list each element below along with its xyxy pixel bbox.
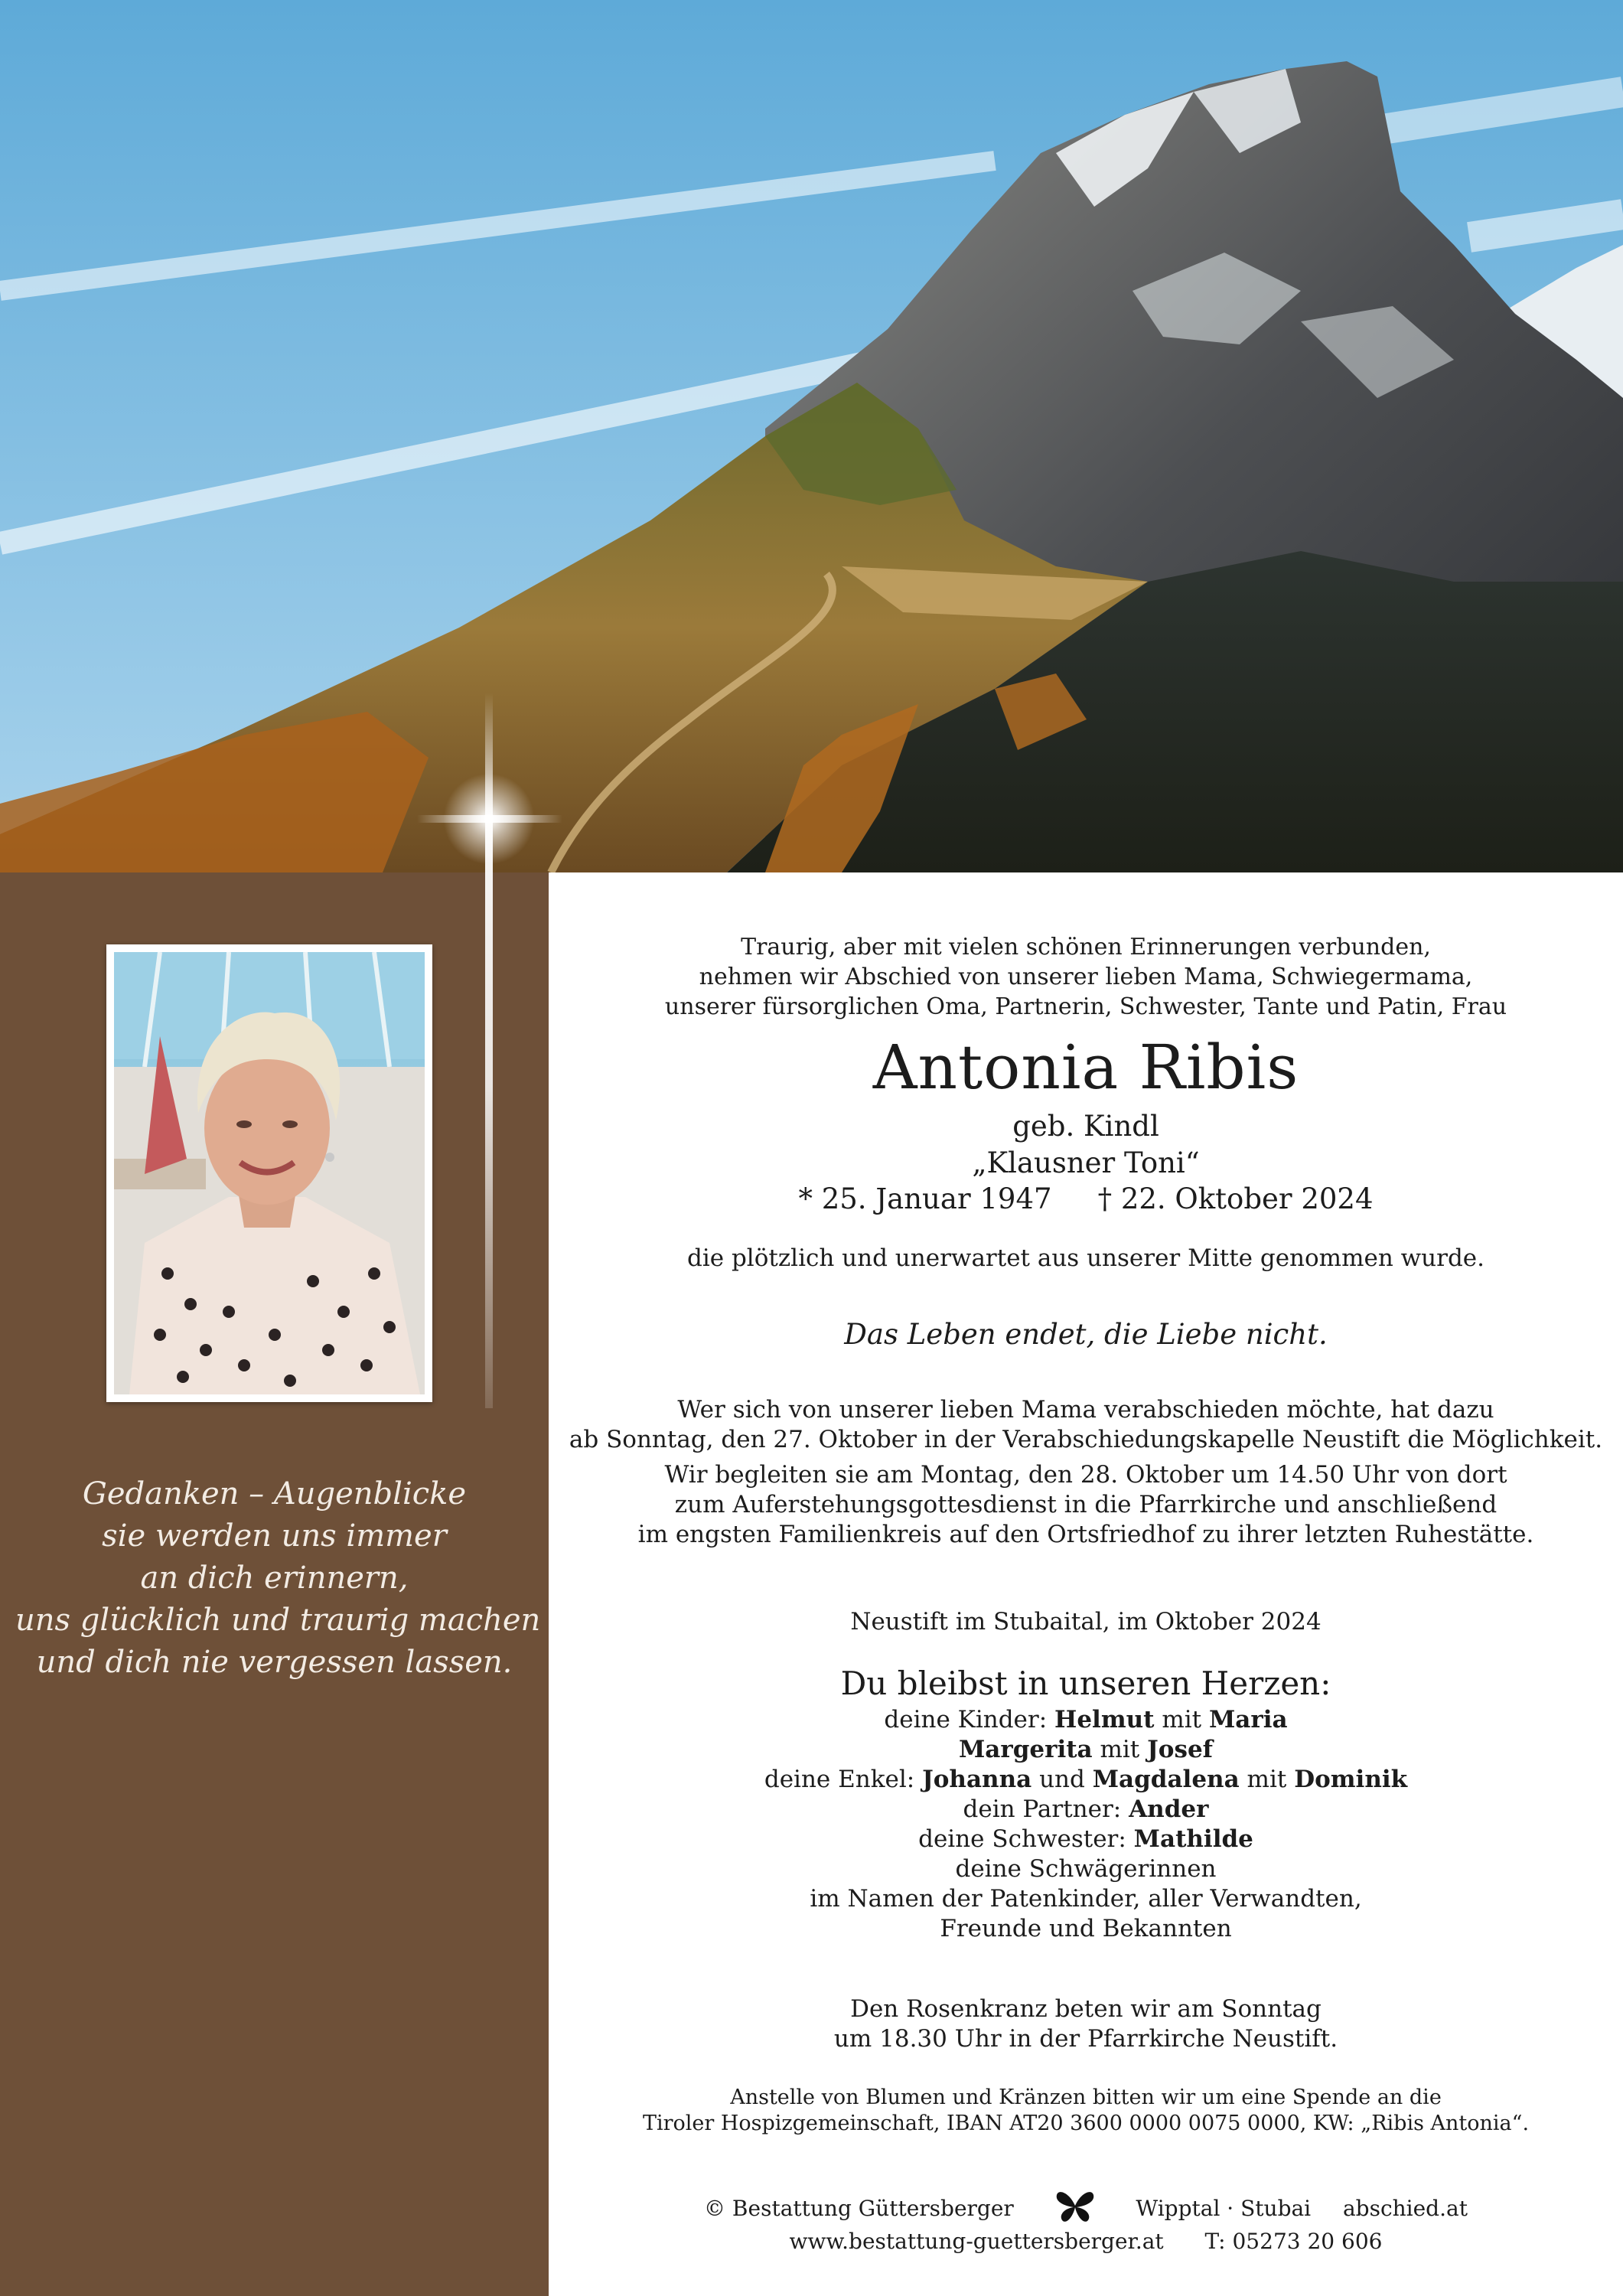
family-line-grandchildren [549, 1765, 1623, 1795]
rosary-text [549, 1994, 1623, 2054]
partner-name: Ander [1129, 1795, 1209, 1823]
grandchild-partner-name: Dominik [1294, 1766, 1408, 1793]
donation-line: Tiroler Hospizgemeinschaft, IBAN AT20 3600 0000 0075 0000, KW: „Ribis Antonia“. [642, 2112, 1530, 2135]
region: Wipptal · Stubai [1136, 2196, 1312, 2221]
farewell-line: zum Auferstehungsgottesdienst in die Pfarrkirche und anschließend [674, 1491, 1498, 1518]
family-line-others: im Namen der Patenkinder, aller Verwandten, [810, 1885, 1362, 1913]
farewell-line: Wir begleiten sie am Montag, den 28. Oktober um 14.50 Uhr von dort [664, 1461, 1507, 1489]
poem-line: und dich nie vergessen lassen. [36, 1645, 513, 1680]
footer-contact [549, 2229, 1623, 2254]
mountain-landscape-illustration [0, 0, 1623, 872]
rosary-line: Den Rosenkranz beten wir am Sonntag [850, 1995, 1322, 2023]
deceased-name: Antonia Ribis [872, 1032, 1299, 1103]
poem-line: an dich erinnern, [140, 1561, 409, 1596]
family-heading: Du bleibst in unseren Herzen: [840, 1665, 1331, 1702]
mountain-landscape-photo [0, 0, 1623, 872]
brand: abschied.at [1342, 2196, 1468, 2221]
undertaker-name: © Bestattung Güttersberger [704, 2196, 1014, 2221]
obituary-text [549, 872, 1623, 2296]
farewell-line: Wer sich von unserer lieben Mama verabschieden möchte, hat dazu [677, 1396, 1494, 1424]
footer [549, 2189, 1623, 2228]
cross-light-glow [443, 773, 535, 865]
farewell-line: ab Sonntag, den 27. Oktober in der Verabschiedungskapelle Neustift die Möglichkeit. [569, 1426, 1603, 1453]
family-line-others: Freunde und Bekannten [940, 1915, 1232, 1942]
place-date: Neustift im Stubaital, im Oktober 2024 [850, 1608, 1322, 1636]
child-partner-name: Maria [1208, 1706, 1288, 1733]
connector: mit [1247, 1766, 1287, 1793]
death-date: † 22. Oktober 2024 [1097, 1182, 1374, 1215]
grandchild-name: Magdalena [1092, 1766, 1240, 1793]
intro-line: unserer fürsorglichen Oma, Partnerin, Schwester, Tante und Patin, Frau [664, 993, 1507, 1020]
poem-line: uns glücklich und traurig machen [15, 1603, 541, 1638]
family-list [549, 1705, 1623, 1944]
connector: mit [1162, 1706, 1202, 1733]
passing-text: die plötzlich und unerwartet aus unserer Mitte genommen wurde. [687, 1244, 1484, 1272]
grandchildren-label: deine Enkel: [764, 1766, 915, 1793]
intro-line: Traurig, aber mit vielen schönen Erinnerungen verbunden, [741, 934, 1431, 960]
family-line-children [549, 1705, 1623, 1735]
birth-name: geb. Kindl [1012, 1110, 1159, 1143]
donation-text [549, 2085, 1623, 2137]
website-link[interactable]: www.bestattung-guettersberger.at [789, 2229, 1164, 2254]
child-name: Helmut [1054, 1706, 1155, 1733]
child-name: Margerita [958, 1736, 1093, 1763]
sister-label: deine Schwester: [918, 1825, 1126, 1853]
family-line-partner [549, 1795, 1623, 1825]
partner-label: dein Partner: [963, 1795, 1122, 1823]
connector: mit [1100, 1736, 1140, 1763]
donation-line: Anstelle von Blumen und Kränzen bitten wir um eine Spende an die [730, 2086, 1442, 2109]
poem-line: sie werden uns immer [102, 1518, 447, 1554]
rosary-line: um 18.30 Uhr in der Pfarrkirche Neustift. [833, 2025, 1338, 2053]
birth-date: * 25. Januar 1947 [798, 1182, 1052, 1215]
family-line-children-2 [549, 1735, 1623, 1765]
intro-line: nehmen wir Abschied von unserer lieben Mama, Schwiegermama, [699, 964, 1473, 990]
farewell-text [549, 1395, 1623, 1550]
nickname: „Klausner Toni“ [972, 1146, 1200, 1179]
memorial-poem [15, 1473, 541, 1684]
intro-text [549, 932, 1623, 1022]
family-line-sisters-in-law: deine Schwägerinnen [955, 1855, 1217, 1883]
children-label: deine Kinder: [884, 1706, 1048, 1733]
poem-line: Gedanken – Augenblicke [82, 1476, 467, 1512]
sister-name: Mathilde [1133, 1825, 1253, 1853]
portrait-photo [114, 952, 425, 1394]
child-partner-name: Josef [1147, 1736, 1213, 1763]
farewell-line: im engsten Familienkreis auf den Ortsfriedhof zu ihrer letzten Ruhestätte. [637, 1521, 1534, 1548]
grandchild-name: Johanna [922, 1766, 1032, 1793]
portrait-photo-frame [106, 944, 432, 1402]
butterfly-icon [1055, 2203, 1102, 2228]
family-line-sister [549, 1825, 1623, 1854]
phone-number: T: 05273 20 606 [1204, 2229, 1383, 2254]
connector: und [1039, 1766, 1085, 1793]
motto: Das Leben endet, die Liebe nicht. [844, 1318, 1328, 1351]
life-dates [549, 1181, 1623, 1218]
